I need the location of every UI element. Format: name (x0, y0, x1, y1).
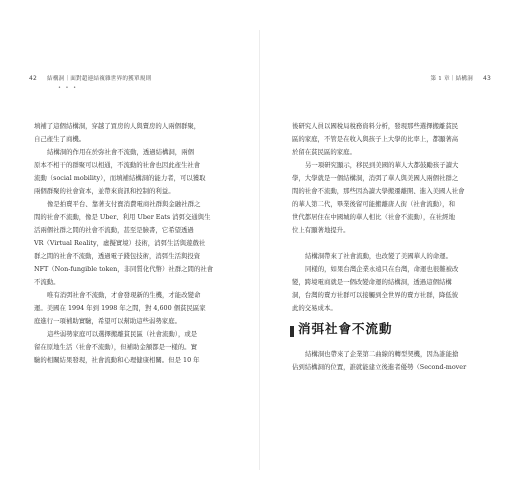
paragraph-gap (292, 237, 488, 250)
text-line: 庭進行一項補助實驗，希望可以幫助這些弱勢家庭。 (34, 317, 181, 325)
text-line: 這些弱勢家庭可以選擇搬離貧民區（社會流動），或是 (47, 330, 198, 338)
text-line: 填補了這個結構洞，穿越了買房的人與賣房的人兩個群聚， (34, 122, 201, 130)
section-heading-title: 消弭社會不流動 (298, 321, 393, 336)
text-line: 結構洞也帶來了企業第二曲線的轉型契機，因為誰能搶 (305, 350, 459, 358)
left-body-text (34, 120, 228, 367)
header-ornament: • • • (58, 85, 78, 91)
right-paragraphs-bottom (292, 348, 488, 374)
text-line: 活兩個社群之間的社會不流動，甚至是臉書，它希望透過 (34, 226, 194, 234)
right-page-number: 43 (482, 75, 491, 82)
text-line: 佔到結構洞的位置，誰就能建立後進者優勢（Second-mover (292, 363, 467, 371)
right-body-text (292, 120, 488, 374)
text-line: 間的社會不流動，那些因為讀大學搬遷離開、進入美國人社會 (292, 187, 465, 195)
text-line: 唯有消弭社會不流動，才會發現新的生機，才能改變命 (47, 291, 201, 299)
text-line: 間的社會不流動，像是 Uber、利用 Uber Eats 消弭交通與生 (34, 213, 211, 221)
left-running-title: 結構洞｜面對超連結複雜世界的獲單規則 (47, 76, 152, 82)
text-line: 運。美國在 1994 年到 1998 年之間，對 4,600 個貧民區家 (34, 304, 206, 312)
text-line: 世代都居住在中國城的華人相比（社會不流動），在社經地 (292, 213, 455, 221)
text-line: 原本不相干的群聚可以相通，不流動的社會也因此產生社會 (34, 161, 201, 169)
right-running-header (430, 74, 491, 82)
text-line: 於留在貧民區的家庭。 (292, 148, 356, 156)
left-running-header (29, 74, 151, 82)
left-page-number: 42 (29, 75, 38, 82)
text-line: 洞，台灣的賣方社群可以接觸到全世界的賣方社群，降低彼 (292, 291, 459, 299)
text-line: NFT（Non-fungible token，非同質化代幣）社群之間的社會 (34, 265, 214, 273)
text-line: VR（Virtual Reality，虛擬實境）技術，消弭生活與遊戲社 (34, 239, 206, 247)
text-line: 流動（social mobility），而填補結構洞的能力者，可以獲取 (34, 174, 206, 182)
text-line: 留在原地生活（社會不流動），但補助金額都是一樣的。實 (34, 343, 197, 351)
right-paragraphs-middle (292, 250, 488, 315)
text-line: 結構洞的作用在於弥社會不流動，透過結構洞，兩個 (47, 148, 194, 156)
right-paragraphs-top (292, 120, 488, 237)
text-line: 像是拍賣平台、靠著支付寶消費電商社群與金融社群之 (47, 200, 201, 208)
text-line: 群之間的社會不流動，透過電子錢包技術，消弭生活與投資 (34, 252, 201, 260)
right-page (260, 0, 520, 500)
text-line: 後研究人員以國稅局稅務資料分析，發現那些選擇搬離貧民 (292, 122, 459, 130)
section-heading (292, 317, 488, 347)
text-line: 另一項研究顯示，移民到美國的華人大都鼓勵孩子讀大 (305, 161, 459, 169)
text-line: 此的交易成本。 (292, 304, 337, 312)
text-line: 的華人第二代，畢業後留可能搬離唐人街（社會流動），和 (292, 200, 455, 208)
text-line: 驗的相關結果發現，社會流動和心理健康相關。但是 10 年 (34, 356, 200, 364)
text-line: 學，大學就是一個結構洞，消弭了華人與美國人兩個社群之 (292, 174, 459, 182)
section-heading-marker (290, 326, 294, 337)
text-line: 區的家庭，不管是在收入與孩子上大學的比率上，都顯著高 (292, 135, 459, 143)
text-line: 兩個群聚的社會資本，並帶來資訊和控制的利益。 (34, 187, 175, 195)
text-line: 同樣的，如果台灣企業永遠只在台灣，命運也很難被改 (305, 265, 459, 273)
text-line: 結構洞帶來了社會流動，也改變了美國華人的命運。 (305, 252, 452, 260)
text-line: 不流動。 (34, 278, 60, 286)
right-running-title: 第 1 章｜結構洞 (430, 76, 473, 82)
text-line: 變，跨境電商就是一個改變命運的結構洞，透過這個結構 (292, 278, 452, 286)
text-line: 位上有顯著地提升。 (292, 226, 350, 234)
text-line: 自己產生了商機。 (34, 135, 86, 143)
